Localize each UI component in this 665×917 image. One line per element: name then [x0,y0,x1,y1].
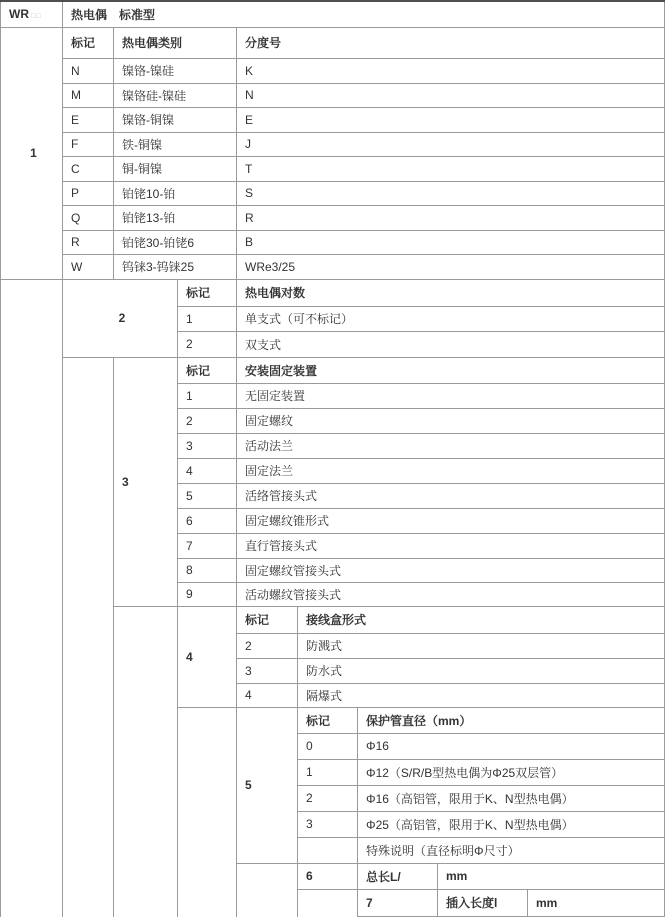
section-3-label: 3 [114,357,178,606]
spacer-cell [63,357,114,917]
category-value: 铁-铜镍 [114,132,237,156]
graduation-value: S [237,181,665,205]
mark-value: M [63,83,114,107]
mark-value: N [63,58,114,83]
column-header-junction-box: 接线盒形式 [298,606,665,633]
model-placeholder-boxes: □□ [31,13,42,21]
column-header-mark: 标记 [237,606,298,633]
category-value: 镍铬-镍硅 [114,58,237,83]
special-note-value: 特殊说明（直径标明Φ尺寸） [358,837,665,863]
description-value: 单支式（可不标记） [237,306,665,331]
mark-value: 5 [178,483,237,508]
column-header-tube-diameter: 保护管直径（mm） [358,707,665,733]
column-header-mark: 标记 [178,357,237,383]
mark-value: 2 [237,633,298,658]
category-value: 铂铑30-铂铑6 [114,230,237,254]
section-6-label: 6 [298,863,358,889]
column-header-mark: 标记 [298,707,358,733]
mark-value: 4 [237,683,298,707]
table-row [1,58,665,83]
section-7-label: 7 [358,889,438,916]
spacer-cell [178,707,237,917]
table-row [1,254,665,279]
section-5-label: 5 [237,707,298,863]
description-value: Φ25（高铝管，限用于K、N型热电偶） [358,811,665,837]
description-value: 隔爆式 [298,683,665,707]
category-value: 铂铑13-铂 [114,205,237,230]
table-row [1,132,665,156]
mark-value: 1 [298,759,358,785]
table-row [1,205,665,230]
mark-value: 2 [178,408,237,433]
mark-value: 2 [178,331,237,357]
column-header-pairs: 热电偶对数 [237,279,665,306]
mark-value: 6 [178,508,237,533]
description-value: 固定螺纹 [237,408,665,433]
category-value: 铜-铜镍 [114,156,237,181]
table-row [1,107,665,132]
table-row [1,181,665,205]
mark-value: 0 [298,733,358,759]
table-title-cell: 热电偶 标准型 [63,1,665,27]
mark-value-empty [298,837,358,863]
insertion-length-label: 插入长度l [438,889,528,916]
section-1-label: 1 [1,27,63,279]
mark-value: 1 [178,306,237,331]
total-length-unit: mm [438,863,665,889]
graduation-value: WRe3/25 [237,254,665,279]
mark-value: E [63,107,114,132]
description-value: 活动法兰 [237,433,665,458]
mark-value: W [63,254,114,279]
description-value: 固定法兰 [237,458,665,483]
graduation-value: T [237,156,665,181]
description-value: 防溅式 [298,633,665,658]
description-value: 防水式 [298,658,665,683]
category-value: 铂铑10-铂 [114,181,237,205]
description-value: Φ12（S/R/B型热电偶为Φ25双层管） [358,759,665,785]
description-value: 直行管接头式 [237,533,665,558]
table-row [1,230,665,254]
description-value: 固定螺纹管接头式 [237,558,665,582]
mark-value: 7 [178,533,237,558]
description-value: 无固定装置 [237,383,665,408]
category-value: 镍铬硅-镍硅 [114,83,237,107]
mark-value: 8 [178,558,237,582]
column-header-graduation: 分度号 [237,27,665,58]
mark-value: 4 [178,458,237,483]
graduation-value: R [237,205,665,230]
mark-value: R [63,230,114,254]
table-row [1,83,665,107]
mark-value: F [63,132,114,156]
graduation-value: K [237,58,665,83]
column-header-category: 热电偶类别 [114,27,237,58]
description-value: 活络管接头式 [237,483,665,508]
description-value: 活动螺纹管接头式 [237,582,665,606]
category-value: 钨铼3-钨铼25 [114,254,237,279]
mark-value: 9 [178,582,237,606]
section-2-label: 2 [63,279,178,357]
model-code: WR [9,7,29,22]
description-value: Φ16 [358,733,665,759]
mark-value: P [63,181,114,205]
total-length-label: 总长L/ [358,863,438,889]
spacer-cell [114,606,178,917]
column-header-mark: 标记 [63,27,114,58]
description-value: 双支式 [237,331,665,357]
model-code-cell [1,1,63,27]
mark-value: 1 [178,383,237,408]
spacer-cell [298,889,358,917]
column-header-fixture: 安装固定装置 [237,357,665,383]
column-header-mark: 标记 [178,279,237,306]
graduation-value: E [237,107,665,132]
category-value: 镍铬-铜镍 [114,107,237,132]
graduation-value: J [237,132,665,156]
description-value: 固定螺纹锥形式 [237,508,665,533]
mark-value: 2 [298,785,358,811]
graduation-value: N [237,83,665,107]
table-row [1,156,665,181]
graduation-value: B [237,230,665,254]
mark-value: 3 [178,433,237,458]
mark-value: Q [63,205,114,230]
description-value: Φ16（高铝管，限用于K、N型热电偶） [358,785,665,811]
mark-value: 3 [298,811,358,837]
spacer-cell [237,863,298,917]
left-spacer-cell [1,279,63,917]
mark-value: 3 [237,658,298,683]
section-4-label: 4 [178,606,237,707]
mark-value: C [63,156,114,181]
insertion-length-unit: mm [528,889,665,916]
